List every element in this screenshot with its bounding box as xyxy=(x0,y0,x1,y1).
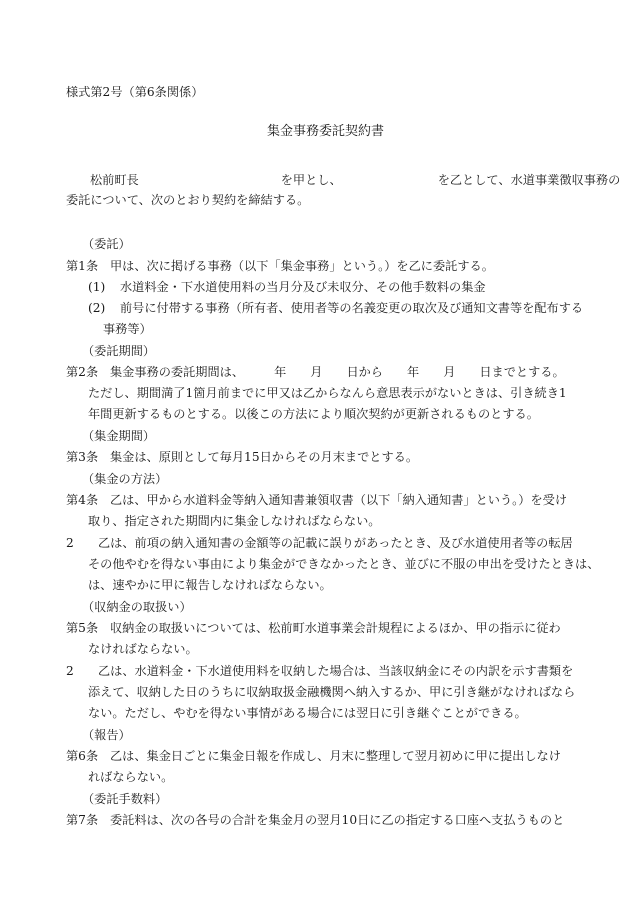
article-number: 第4条 xyxy=(66,493,99,507)
heading-collection-period: （集金期間） xyxy=(82,429,156,443)
article-7 xyxy=(66,812,564,828)
article-5-para-2 xyxy=(66,663,573,679)
paragraph-text: 乙は、前項の納入通知書の金額等の記載に誤りがあったとき、及び水道使用者等の転居 xyxy=(98,536,573,550)
article-text: 委託料は、次の各号の合計を集金月の翌月10日に乙の指定する口座へ支払うものと xyxy=(110,813,565,827)
preamble-party-a: 松前町長 xyxy=(90,173,139,187)
item-2-continuation: 事務等） xyxy=(103,322,152,336)
document-title: 集金事務委託契約書 xyxy=(267,124,385,139)
article-number: 第5条 xyxy=(66,621,99,635)
heading-receipts: （収納金の取扱い） xyxy=(82,600,192,614)
heading-report: （報告） xyxy=(82,728,131,742)
article-number: 第1条 xyxy=(66,259,99,273)
article-number: 第3条 xyxy=(66,450,99,464)
article-number: 第2条 xyxy=(66,365,99,379)
article-4-para-2-cont-2: は、速やかに甲に報告しなければならない。 xyxy=(88,578,332,592)
article-text: 甲は、次に掲げる事務（以下「集金事務」という。）を乙に委託する。 xyxy=(110,259,494,273)
article-6 xyxy=(66,748,561,764)
article-3 xyxy=(66,449,418,465)
paragraph-number: 2 xyxy=(66,664,74,678)
article-4-cont: 取り、指定された期間内に集金しなければならない。 xyxy=(88,514,381,528)
preamble-party-a-role: を甲とし、 xyxy=(280,173,342,187)
article-2-cont-2: 年間更新するものとする。以後この方法により順次契約が更新されるものとする。 xyxy=(88,407,539,421)
article-number: 第7条 xyxy=(66,813,99,827)
preamble-party-b-role: を乙として、水道事業徴収事務の xyxy=(437,173,621,187)
item-text: 前号に付帯する事務（所有者、使用者等の名義変更の取次及び通知文書等を配布する xyxy=(120,301,584,315)
article-5-cont: なければならない。 xyxy=(88,642,198,656)
article-5-para-2-cont-1: 添えて、収納した日のうちに収納取扱金融機関へ納入するか、甲に引き継がなければなら xyxy=(88,685,576,699)
item-number: (1) xyxy=(88,280,106,294)
heading-term: （委託期間） xyxy=(82,344,156,358)
article-5-para-2-cont-2: ない。ただし、やむを得ない事情がある場合には翌日に引き継ぐことができる。 xyxy=(88,706,527,720)
item-text: 水道料金・下水道使用料の当月分及び未収分、その他手数料の集金 xyxy=(120,280,486,294)
article-4 xyxy=(66,492,567,508)
item-2 xyxy=(88,300,583,316)
article-2: 第2条 集金事務の委託期間は、 年 月 日から 年 月 日までとする。 xyxy=(66,365,565,379)
article-4-para-2 xyxy=(66,535,573,551)
form-id: 様式第2号（第6条関係） xyxy=(66,85,204,99)
article-text: 収納金の取扱いについては、松前町水道事業会計規程によるほか、甲の指示に従わ xyxy=(110,621,561,635)
article-number: 第6条 xyxy=(66,749,99,763)
article-text: 乙は、集金日ごとに集金日報を作成し、月末に整理して翌月初めに甲に提出しなけ xyxy=(110,749,561,763)
heading-commission: （委託） xyxy=(82,237,131,251)
item-1 xyxy=(88,279,486,295)
article-text: 乙は、甲から水道料金等納入通知書兼領収書（以下「納入通知書」という。）を受け xyxy=(110,493,568,507)
item-number: (2) xyxy=(88,301,106,315)
article-6-cont: ればならない。 xyxy=(88,770,174,784)
article-4-para-2-cont-1: その他やむを得ない事由により集金ができなかったとき、並びに不服の申出を受けたときは、 xyxy=(88,557,600,571)
article-1 xyxy=(66,258,494,274)
preamble-line-2: 委託について、次のとおり契約を締結する。 xyxy=(66,193,310,207)
preamble-line-1 xyxy=(90,172,620,188)
paragraph-number: 2 xyxy=(66,536,74,550)
article-5 xyxy=(66,620,561,636)
heading-fee: （委託手数料） xyxy=(82,792,168,806)
heading-collection-method: （集金の方法） xyxy=(82,472,168,486)
paragraph-text: 乙は、水道料金・下水道使用料を収納した場合は、当該収納金にその内訳を示す書類を xyxy=(98,664,574,678)
article-2-cont-1: ただし、期間満了1箇月前までに甲又は乙からなんら意思表示がないときは、引き続き1 xyxy=(88,386,567,400)
article-text: 集金は、原則として毎月15日からその月末までとする。 xyxy=(110,450,419,464)
